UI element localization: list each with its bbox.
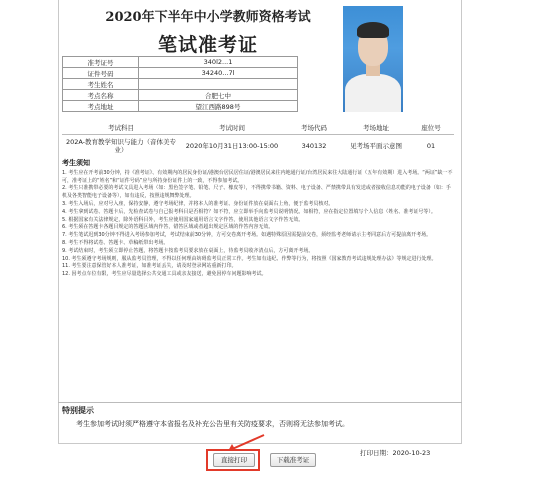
special-heading: 特别提示	[62, 406, 94, 415]
exam-time: 2020年10月31日13:00-15:00	[185, 142, 279, 151]
table-row: 考生姓名	[63, 79, 298, 90]
candidate-notice	[62, 160, 454, 279]
notice-heading: 考生须知	[62, 159, 90, 167]
notice-item: 11. 考生要注意保管好本人准考证，如准考证丢失，请及时登录网站重新打印。	[62, 263, 237, 270]
print-date: 打印日期：2020-10-23	[360, 449, 431, 457]
notice-item: 1. 考生应在开考前30分钟，持《准考证》、有效期内的居民身份证/港澳台居民居住证/港澳居民来往内地通行证/台湾居民来往大陆通行证（五年有效期）进入考场。“两证”缺一不可，准考证上的“姓名”和“证件号码”应与所持身份证件上的一致，不得参加考试。	[62, 169, 453, 184]
notice-item: 7. 考生笔试迟到30分钟不得进入考场参加考试，考试结束前30分钟，方可交卷离开考场。如遇特殊原因需提前交卷，须经监考老师请示主考同意后方可提前离开考场。	[62, 232, 432, 239]
notice-item: 2. 考生只准携带必要的考试文具进入考场（如：黑色签字笔、铅笔、尺子、橡皮等），不得携带书籍、资料、电子设备、严禁携带具有发送或者接收信息功能的电子设备（如：手机及各类智能电子设备等），如有违反，按照违规舞弊处理。	[62, 185, 451, 200]
special-text: 考生参加考试时须严格遵守本省报名及补充公告里有关防疫要求，否则将无法参加考试。	[76, 420, 349, 428]
room-code: 340132	[301, 142, 327, 151]
notice-item: 3. 考生入场后，应对号入座，保持安静，遵守考场纪律，并将本人的准考证、身份证件放在桌面右上角，便于监考员核对。	[62, 200, 334, 207]
print-button[interactable]: 直接打印	[213, 453, 255, 467]
seat-number: 01	[426, 142, 436, 151]
exam-subject: 202A-教育教学知识与能力（音体美专业）	[65, 138, 177, 155]
special-notice	[58, 402, 462, 431]
download-ticket-button[interactable]: 下载准考证	[270, 453, 316, 467]
candidate-info-table	[62, 56, 298, 112]
ticket-title: 笔试准考证	[157, 34, 258, 56]
notice-item: 5. 根据国家有关法律规定，除外语科目外，考生应使用国家通用语言文字作答，使用其他语言文字作答无效。	[62, 216, 304, 223]
table-row	[62, 134, 454, 158]
candidate-photo	[343, 6, 403, 112]
table-header-row: 考试科目 考试时间 考场代码 考场地址 座位号	[62, 122, 454, 134]
notice-item: 10. 考生须遵守考场规则，服从监考员管理，不得以任何理由妨碍监考员正常工作。考生如有违纪、作弊等行为，将按照《国家教育考试违规处理办法》等规定进行处理。	[62, 255, 437, 262]
table-row: 准考证号 340l2...1	[63, 57, 298, 68]
exam-title: 2020年下半年中小学教师资格考试	[105, 10, 311, 25]
notice-item: 4. 考生拿到试卷、答题卡后，先检查试卷与自己报考科目是否相符？如不符，应立即举手向监考员说明情况。如相符，应在指定位置填写个人信息（姓名、准考证号等）。	[62, 208, 436, 215]
notice-item: 8. 考生不得将试卷、答题卡、草稿纸带出考场。	[62, 239, 169, 246]
exam-schedule-table	[62, 122, 454, 158]
notice-item: 9. 考试结束时，考生须立即停止答题，将答题卡按监考员要求放在桌面上，待监考员收齐清点后，方可离开考场。	[62, 247, 314, 254]
notice-item: 6. 考生须在答题卡各题目规定的答题区域内作答，错答区域或者超出规定区域的作答内容无效。	[62, 224, 274, 231]
table-row: 证件号码 34240...7l	[63, 68, 298, 79]
room-address: 见考场平面示意图	[350, 142, 402, 151]
table-row: 考点地址 望江西路898号	[63, 101, 298, 112]
notice-item: 12. 因考点车位有限，考生应尽量选择公共交通工具或亲友接送，避免因停车问题影响考试。	[62, 271, 267, 278]
table-row: 考点名称 合肥七中	[63, 90, 298, 101]
